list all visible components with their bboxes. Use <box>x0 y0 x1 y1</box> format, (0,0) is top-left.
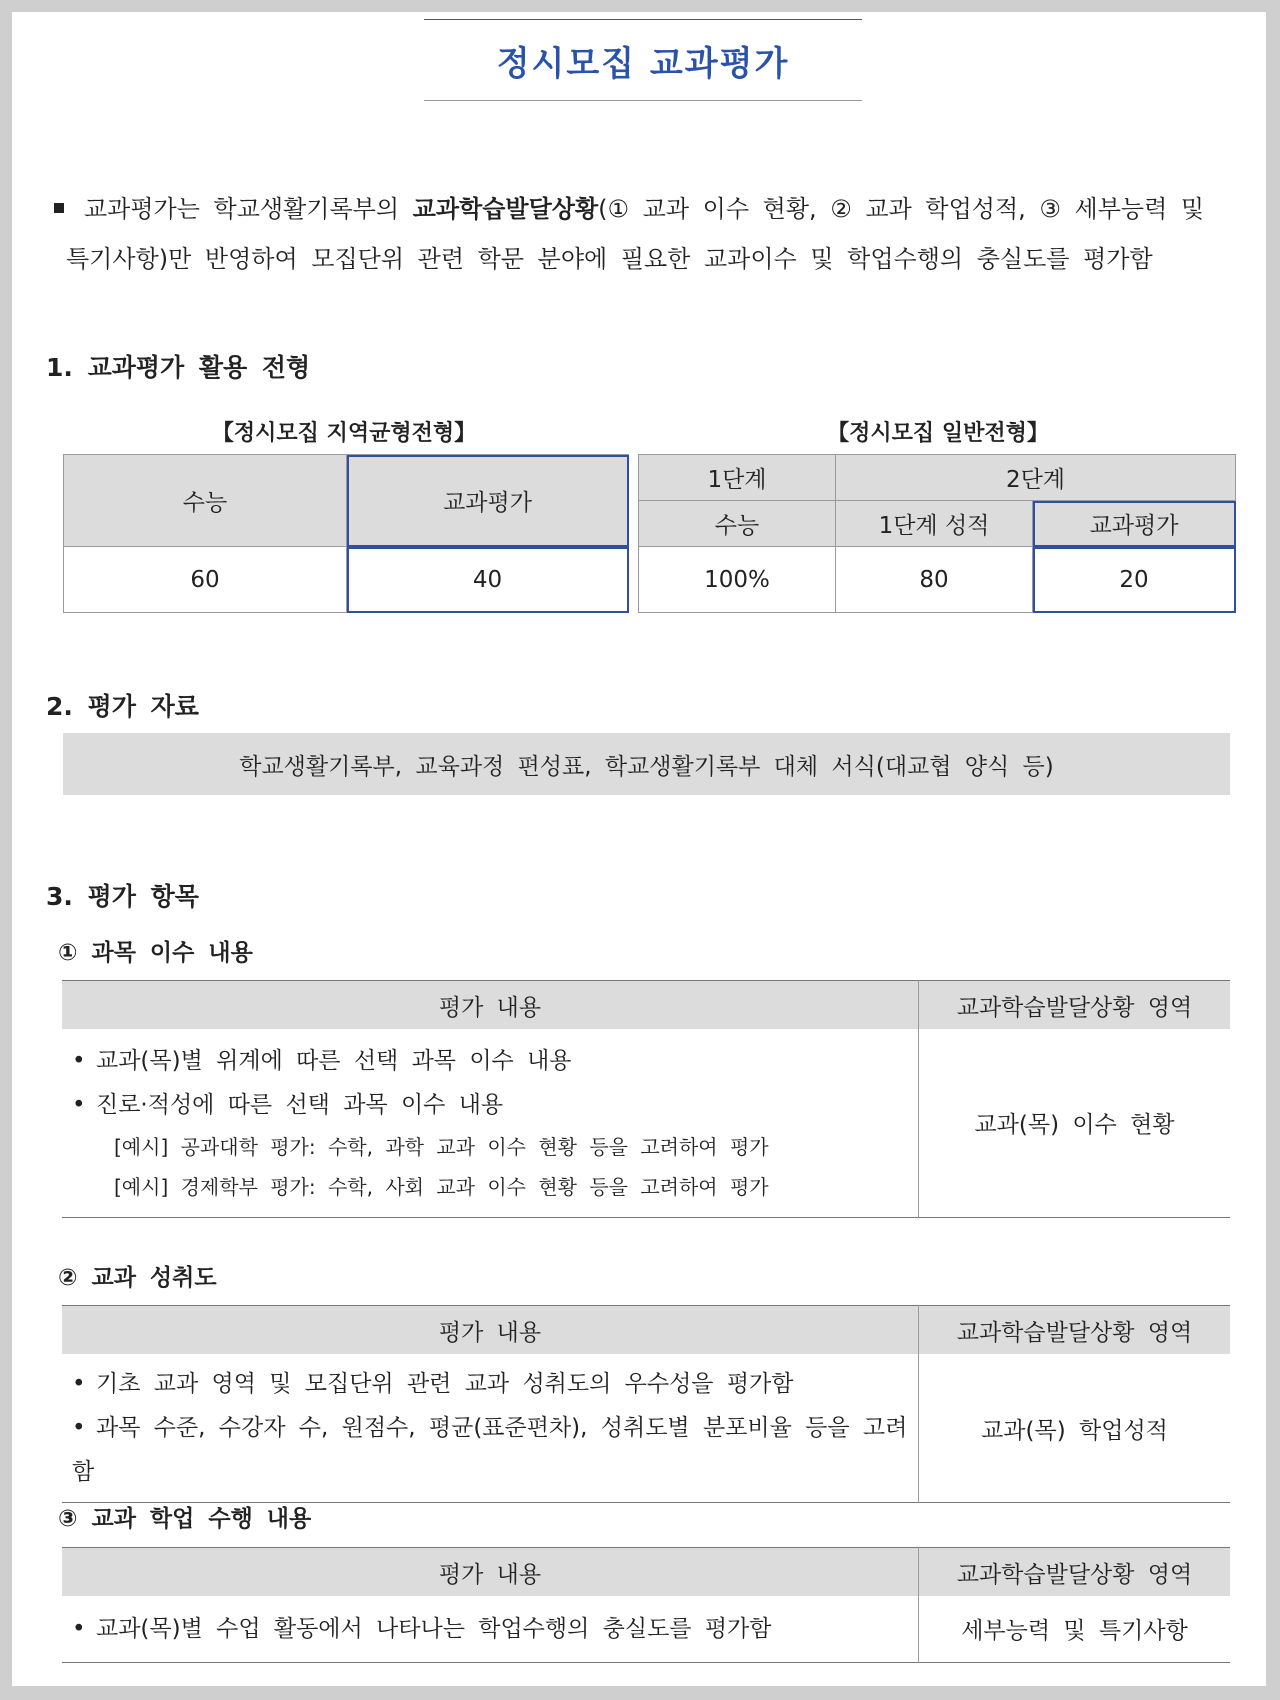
content-cell <box>62 1354 919 1503</box>
achievement-table <box>62 1305 1230 1503</box>
sub1-title: ① 과목 이수 내용 <box>58 940 253 966</box>
right-table-caption: 【정시모집 일반전형】 <box>827 421 1049 446</box>
value-suneung-general: 100% <box>639 547 836 613</box>
evaluation-materials-box <box>63 733 1230 795</box>
intro-text-line2: 특기사항)만 반영하여 모집단위 관련 학문 분야에 필요한 교과이수 및 학업수행의 충실도를 평가함 <box>66 245 1153 273</box>
header-stage2: 2단계 <box>836 455 1236 501</box>
bullet-icon: • <box>72 1091 86 1118</box>
col-header-content: 평가 내용 <box>62 1548 919 1597</box>
example-line: [예시] 경제학부 평가: 수학, 사회 교과 이수 현황 등을 고려하여 평가 <box>114 1174 769 1199</box>
header-suneung: 수능 <box>64 455 347 547</box>
header-subject-eval-general: 교과평가 <box>1033 501 1236 547</box>
content-cell <box>62 1029 919 1217</box>
intro-text-pre: 교과평가는 학교생활기록부의 <box>84 195 413 223</box>
area-cell: 교과(목) 학업성적 <box>919 1354 1231 1503</box>
regional-balance-table <box>63 454 629 613</box>
list-item: • 과목 수준, 수강자 수, 원점수, 평균(표준편차), 성취도별 분포비율 등을 고려함 <box>72 1406 918 1494</box>
header-stage1-score: 1단계 성적 <box>836 501 1033 547</box>
bullet-icon: • <box>72 1415 86 1441</box>
evaluation-materials-text: 학교생활기록부, 교육과정 편성표, 학교생활기록부 대체 서식(대교협 양식 등) <box>239 753 1054 780</box>
title-box <box>424 19 862 101</box>
list-item: • 진로·적성에 따른 선택 과목 이수 내용 <box>72 1083 918 1127</box>
section1-heading: 1. 교과평가 활용 전형 <box>46 353 311 382</box>
area-cell: 세부능력 및 특기사항 <box>919 1596 1231 1662</box>
col-header-area: 교과학습발달상황 영역 <box>919 1548 1231 1597</box>
example-line: [예시] 공과대학 평가: 수학, 과학 교과 이수 현황 등을 고려하여 평가 <box>114 1134 769 1159</box>
area-cell: 교과(목) 이수 현황 <box>919 1029 1231 1217</box>
general-admission-table <box>638 454 1236 613</box>
col-header-area: 교과학습발달상황 영역 <box>919 981 1231 1030</box>
academic-performance-table <box>62 1547 1230 1663</box>
col-header-content: 평가 내용 <box>62 1306 919 1355</box>
list-item: • 교과(목)별 위계에 따른 선택 과목 이수 내용 <box>72 1039 918 1083</box>
col-header-content: 평가 내용 <box>62 981 919 1030</box>
bullet-icon: • <box>72 1371 86 1397</box>
col-header-area: 교과학습발달상황 영역 <box>919 1306 1231 1355</box>
course-completion-table <box>62 980 1230 1218</box>
value-subject-eval: 40 <box>347 547 629 613</box>
document-page <box>12 12 1266 1686</box>
list-item: • 기초 교과 영역 및 모집단위 관련 교과 성취도의 우수성을 평가함 <box>72 1362 918 1406</box>
header-subject-eval: 교과평가 <box>347 455 629 547</box>
intro-text-bold: 교과학습발달상황 <box>412 195 599 223</box>
intro-text-post: (① 교과 이수 현황, ② 교과 학업성적, ③ 세부능력 및 <box>598 195 1205 223</box>
sub3-title: ③ 교과 학업 수행 내용 <box>58 1506 312 1532</box>
section3-heading: 3. 평가 항목 <box>46 882 199 911</box>
section2-heading: 2. 평가 자료 <box>46 692 199 721</box>
bullet-icon: • <box>72 1047 86 1074</box>
header-stage1: 1단계 <box>639 455 836 501</box>
square-bullet-icon <box>54 203 64 213</box>
page-title: 정시모집 교과평가 <box>496 43 790 84</box>
content-cell <box>62 1596 919 1662</box>
intro-paragraph <box>40 184 1250 284</box>
value-subject-eval-general: 20 <box>1033 547 1236 613</box>
list-item: • 교과(목)별 수업 활동에서 나타나는 학업수행의 충실도를 평가함 <box>72 1607 918 1651</box>
sub2-title: ② 교과 성취도 <box>58 1265 217 1291</box>
value-stage1-score: 80 <box>836 547 1033 613</box>
value-suneung: 60 <box>64 547 347 613</box>
bullet-icon: • <box>72 1615 86 1642</box>
header-suneung-general: 수능 <box>639 501 836 547</box>
left-table-caption: 【정시모집 지역균형전형】 <box>211 421 477 446</box>
